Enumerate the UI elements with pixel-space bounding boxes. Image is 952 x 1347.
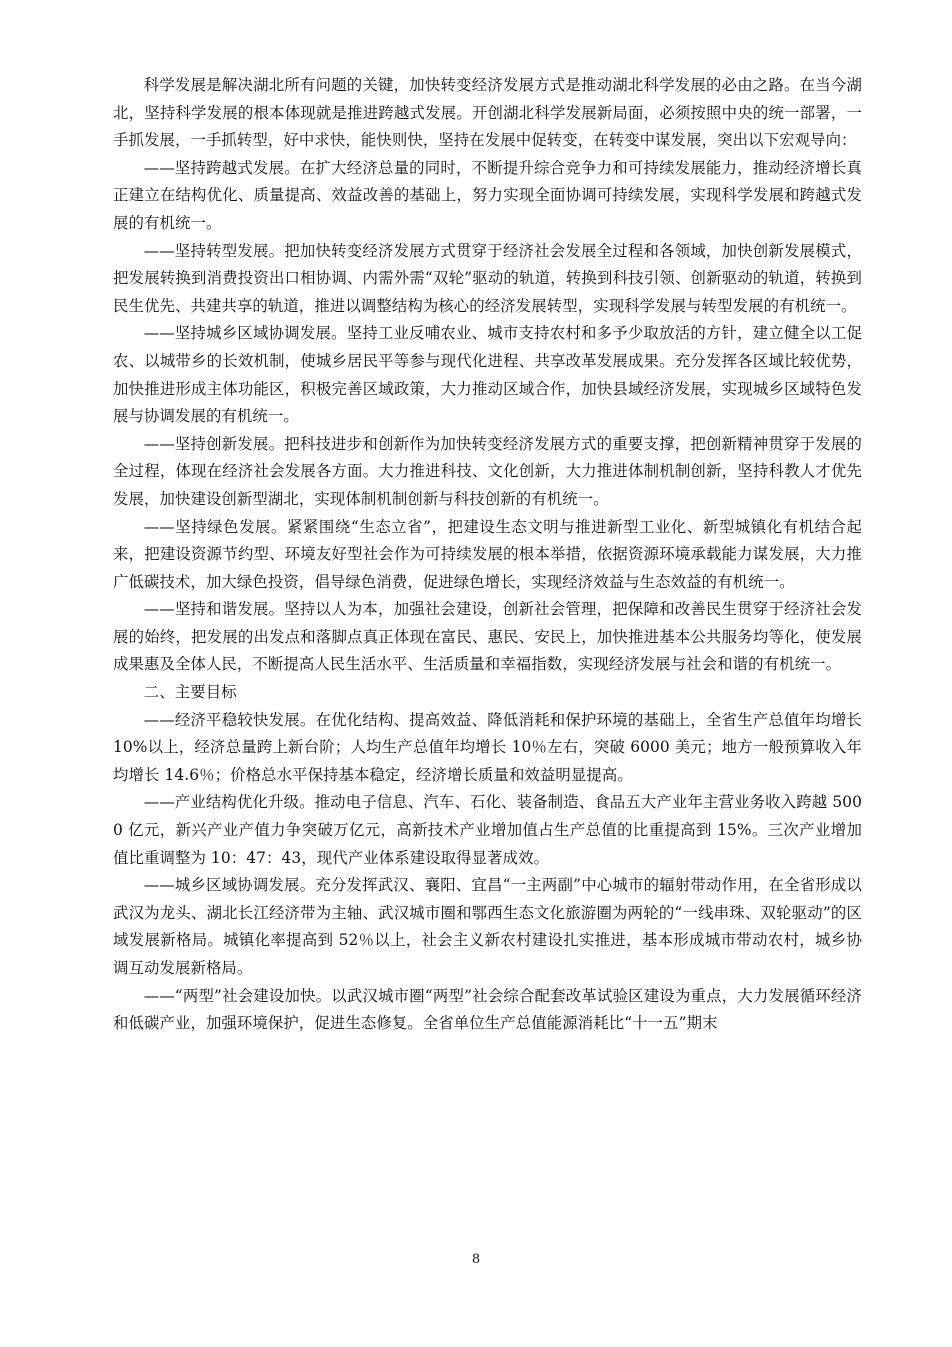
paragraph-harmonious-development: ——坚持和谐发展。坚持以人为本，加强社会建设，创新社会管理，把保障和改善民生贯穿于经济社会发展的始终，把发展的出发点和落脚点真正体现在富民、惠民、安民上，加快推进基本公共服务均等化，使发展成果惠及全体人民，不断提高人民生活水平、生活质量和幸福指数，实现经济发展与社会和谐的有机统一。: [113, 600, 862, 674]
paragraph-urban-rural-coordination: ——坚持城乡区域协调发展。坚持工业反哺农业、城市支持农村和多予少取放活的方针，建立健全以工促农、以城带乡的长效机制，使城乡居民平等参与现代化进程、共享改革发展成果。充分发挥各区域比较优势，加快推进形成主体功能区，积极完善区域政策，大力推动区域合作，加快县域经济发展，实现城乡区域特色发展与协调发展的有机统一。: [113, 324, 862, 426]
paragraph-two-oriented-society: ——“两型”社会建设加快。以武汉城市圈“两型”社会综合配套改革试验区建设为重点，大力发展循环经济和低碳产业，加强环境保护，促进生态修复。全省单位生产总值能源消耗比“十一五”期末: [113, 986, 862, 1033]
section-heading-main-goals: 二、主要目标: [143, 683, 237, 702]
paragraph-regional-coordination: ——城乡区域协调发展。充分发挥武汉、襄阳、宜昌“一主两副”中心城市的辐射带动作用，在全省形成以武汉为龙头、湖北长江经济带为主轴、武汉城市圈和鄂西生态文化旅游圈为两轮的“一线串珠、双轮驱动”的区域发展新格局。城镇化率提高到 52％以上，社会主义新农村建设扎实推进，基本形成城市带动农村，城乡协调互动发展新格局。: [113, 876, 862, 977]
page-number: 8: [471, 1252, 481, 1267]
paragraph-transformation-development: ——坚持转型发展。把加快转变经济发展方式贯穿于经济社会发展全过程和各领域，加快创新发展模式，把发展转换到消费投资出口相协调、内需外需“双轮”驱动的轨道，转换到科技引领、创新驱动的轨道，转换到民生优先、共建共享的轨道，推进以调整结构为核心的经济发展转型，实现科学发展与转型发展的有机统一。: [113, 241, 862, 315]
document-body: [113, 72, 862, 1038]
intro-paragraph: 科学发展是解决湖北所有问题的关键，加快转变经济发展方式是推动湖北科学发展的必由之路。在当今湖北，坚持科学发展的根本体现就是推进跨越式发展。开创湖北科学发展新局面，必须按照中央的统一部署，一手抓发展，一手抓转型，好中求快，能快则快，坚持在发展中促转变，在转变中谋发展，突出以下宏观导向：: [113, 76, 862, 150]
paragraph-leapfrog-development: ——坚持跨越式发展。在扩大经济总量的同时，不断提升综合竞争力和可持续发展能力，推动经济增长真正建立在结构优化、质量提高、效益改善的基础上，努力实现全面协调可持续发展，实现科学发展和跨越式发展的有机统一。: [113, 158, 862, 232]
paragraph-economic-growth: ——经济平稳较快发展。在优化结构、提高效益、降低消耗和保护环境的基础上，全省生产总值年均增长 10%以上，经济总量跨上新台阶；人均生产总值年均增长 10％左右，突破 6000 美元；地方一般预算收入年均增长 14.6％；价格总水平保持基本稳定，经济增长质量和效益明显提高。: [113, 710, 862, 784]
paragraph-industrial-structure: ——产业结构优化升级。推动电子信息、汽车、石化、装备制造、食品五大产业年主营业务收入跨越 5000 亿元，新兴产业产值力争突破万亿元，高新技术产业增加值占生产总值的比重提高到 15%。三次产业增加值比重调整为 10：47：43，现代产业体系建设取得显著成效。: [113, 793, 862, 867]
paragraph-green-development: ——坚持绿色发展。紧紧围绕“生态立省”，把建设生态文明与推进新型工业化、新型城镇化有机结合起来，把建设资源节约型、环境友好型社会作为可持续发展的根本举措，依据资源环境承载能力谋发展，大力推广低碳技术，加大绿色投资，倡导绿色消费，促进绿色增长，实现经济效益与生态效益的有机统一。: [113, 517, 862, 591]
paragraph-innovation-development: ——坚持创新发展。把科技进步和创新作为加快转变经济发展方式的重要支撑，把创新精神贯穿于发展的全过程，体现在经济社会发展各方面。大力推进科技、文化创新，大力推进体制机制创新，坚持科教人才优先发展，加快建设创新型湖北，实现体制机制创新与科技创新的有机统一。: [113, 434, 862, 508]
